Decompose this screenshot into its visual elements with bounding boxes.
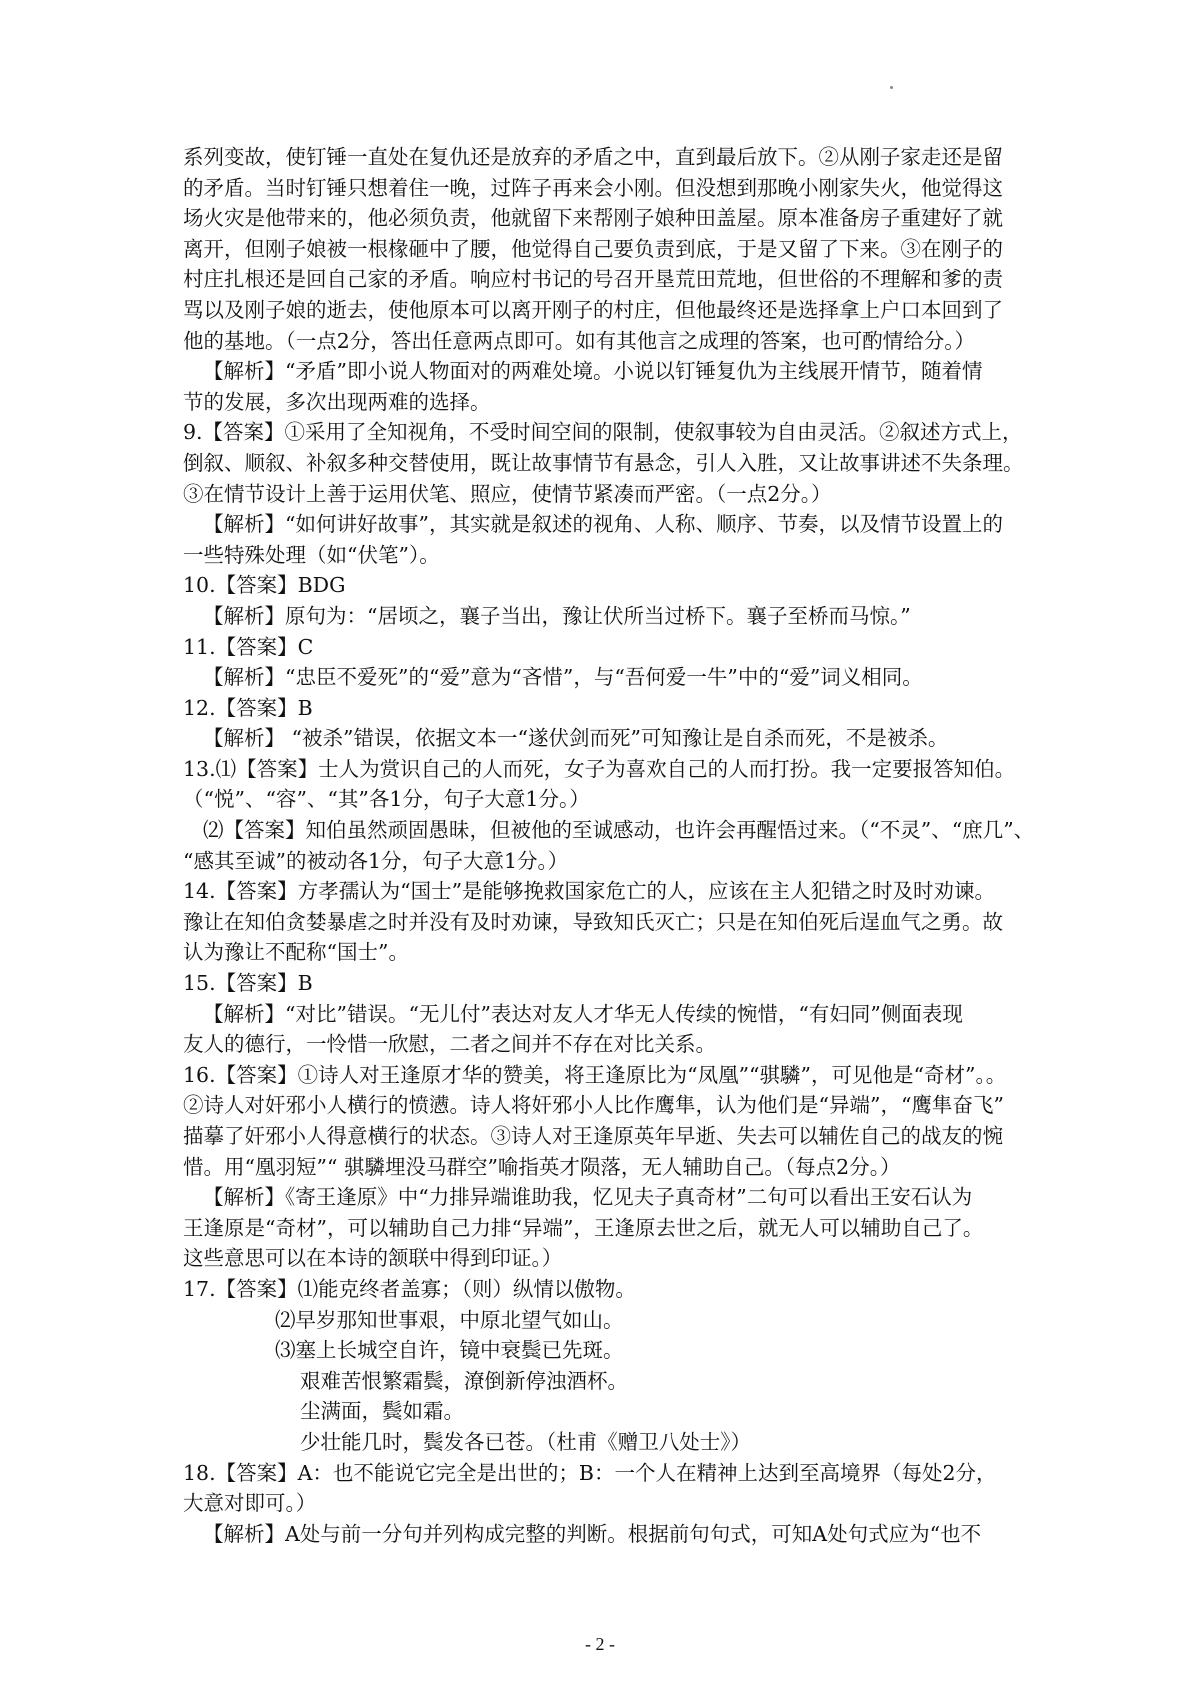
- text-line: 一些特殊处理（如“伏笔”）。: [183, 542, 440, 567]
- text-line: 【解析】“如何讲好故事”，其实就是叙述的视角、人称、顺序、节奏，以及情节设置上的: [203, 512, 1003, 537]
- text-line: 描摹了奸邪小人得意横行的状态。③诗人对王逢原英年早逝、失去可以辅佐自己的战友的惋: [183, 1124, 1003, 1148]
- text-line: 12.【答案】B: [183, 695, 313, 720]
- text-line: 【解析】“忠臣不爱死”的“爱”意为“吝惜”，与“吾何爱一牛”中的“爱”词义相同。: [203, 665, 923, 690]
- text-line: 【解析】“矛盾”即小说人物面对的两难处境。小说以钉锤复仇为主线展开情节，随着情: [203, 359, 983, 384]
- text-line: 骂以及刚子娘的逝去，使他原本可以离开刚子的村庄，但他最终还是选择拿上户口本回到了: [183, 297, 1003, 322]
- text-line: 10.【答案】BDG: [183, 573, 346, 598]
- text-line: ⑵【答案】知伯虽然顽固愚昧，但被他的至诚感动，也许会再醒悟过来。（“不灵”、“庶几”、: [203, 818, 1035, 843]
- text-line: 14.【答案】方孝孺认为“国士”是能够挽救国家危亡的人，应该在主人犯错之时及时劝谏。: [183, 879, 996, 904]
- text-line: 村庄扎根还是回自己家的矛盾。响应村书记的号召开垦荒田荒地，但世俗的不理解和爹的责: [183, 267, 1003, 292]
- text-line: 他的基地。（一点2分，答出任意两点即可。如有其他言之成理的答案，也可酌情给分。）: [183, 328, 976, 353]
- text-line: 【解析】《寄王逢原》中“力排异端谁助我，忆见夫子真奇材”二句可以看出王安石认为: [203, 1185, 973, 1210]
- text-line: 【解析】“对比”错误。“无儿付”表达对友人才华无人传续的惋惜，“有妇同”侧面表现: [203, 1001, 963, 1026]
- text-line: 王逢原是“奇材”，可以辅助自己力排“异端”，王逢原去世之后，就无人可以辅助自己了。: [183, 1215, 984, 1240]
- text-line: 节的发展，多次出现两难的选择。: [183, 389, 491, 414]
- text-line: 离开，但刚子娘被一根椽砸中了腰，他觉得自己要负责到底，于是又留了下来。③在刚子的: [183, 236, 1003, 261]
- text-line: 18.【答案】A：也不能说它完全是出世的；B：一个人在精神上达到至高境界（每处2分，: [183, 1460, 997, 1485]
- text-line: 艰难苦恨繁霜鬓，潦倒新停浊酒杯。: [300, 1368, 628, 1393]
- text-line: 的矛盾。当时钉锤只想着住一晚，过阵子再来会小刚。但没想到那晚小刚家失火，他觉得这: [183, 175, 1003, 200]
- text-line: 17.【答案】⑴能克终者盖寡；（则）纵情以傲物。: [183, 1276, 636, 1301]
- text-line: 【解析】A处与前一分句并列构成完整的判断。根据前句句式，可知A处句式应为“也不: [203, 1521, 982, 1546]
- text-line: 豫让在知伯贪婪暴虐之时并没有及时劝谏，导致知氏灭亡；只是在知伯死后逞血气之勇。故: [183, 909, 1003, 934]
- scan-dot: [890, 86, 893, 89]
- text-line: ②诗人对奸邪小人横行的愤懑。诗人将奸邪小人比作鹰隼，认为他们是“异端”，“鹰隼奋飞”: [183, 1093, 1004, 1118]
- text-line: 少壮能几时，鬓发各已苍。（杜甫《赠卫八处士》）: [300, 1429, 751, 1454]
- text-line: 系列变故，使钉锤一直处在复仇还是放弃的矛盾之中，直到最后放下。②从刚子家走还是留: [183, 145, 1003, 169]
- text-line: 15.【答案】B: [183, 971, 313, 996]
- text-line: 【解析】原句为：“居顷之，襄子当出，豫让伏所当过桥下。襄子至桥而马惊。”: [203, 603, 911, 628]
- text-line: 【解析】 “被杀”错误，依据文本一“遂伏剑而死”可知豫让是自杀而死，不是被杀。: [203, 726, 949, 751]
- text-line: 友人的德行，一怜惜一欣慰，二者之间并不存在对比关系。: [183, 1032, 716, 1057]
- text-line: “感其至诚”的被动各1分，句子大意1分。）: [183, 848, 569, 873]
- text-line: 倒叙、顺叙、补叙多种交替使用，既让故事情节有悬念，引人入胜，又让故事讲述不失条理。: [183, 450, 1024, 475]
- text-line: 这些意思可以在本诗的颔联中得到印证。）: [183, 1246, 563, 1271]
- text-line: 11.【答案】C: [183, 634, 314, 659]
- text-line: 16.【答案】①诗人对王逢原才华的赞美，将王逢原比为“凤凰”“骐驎”，可见他是“奇材”。。: [183, 1062, 1007, 1087]
- page-number: - 2 -: [585, 1634, 615, 1654]
- text-line: （“悦”、“容”、“其”各1分，句子大意1分。）: [183, 787, 590, 812]
- text-line: 9.【答案】①采用了全知视角，不受时间空间的限制，使叙事较为自由灵活。②叙述方式上，: [183, 420, 1023, 445]
- text-line: 惜。用“凰羽短”“ 骐驎埋没马群空”喻指英才陨落，无人辅助自己。（每点2分。）: [183, 1154, 901, 1179]
- text-line: ⑵早岁那知世事艰，中原北望气如山。: [275, 1307, 624, 1332]
- text-line: ⑶塞上长城空自许，镜中衰鬓已先斑。: [275, 1338, 624, 1363]
- document-body: [183, 142, 1048, 1549]
- text-line: 尘满面，鬓如霜。: [300, 1399, 464, 1424]
- text-line: ③在情节设计上善于运用伏笔、照应，使情节紧凑而严密。（一点2分。）: [183, 481, 832, 506]
- text-line: 认为豫让不配称“国士”。: [183, 940, 409, 965]
- text-line: 大意对即可。）: [183, 1491, 317, 1516]
- text-line: 场火灾是他带来的，他必须负责，他就留下来帮刚子娘种田盖屋。原本准备房子重建好了就: [183, 206, 1003, 231]
- text-line: 13.⑴【答案】士人为赏识自己的人而死，女子为喜欢自己的人而打扮。我一定要报答知伯。: [183, 756, 1016, 781]
